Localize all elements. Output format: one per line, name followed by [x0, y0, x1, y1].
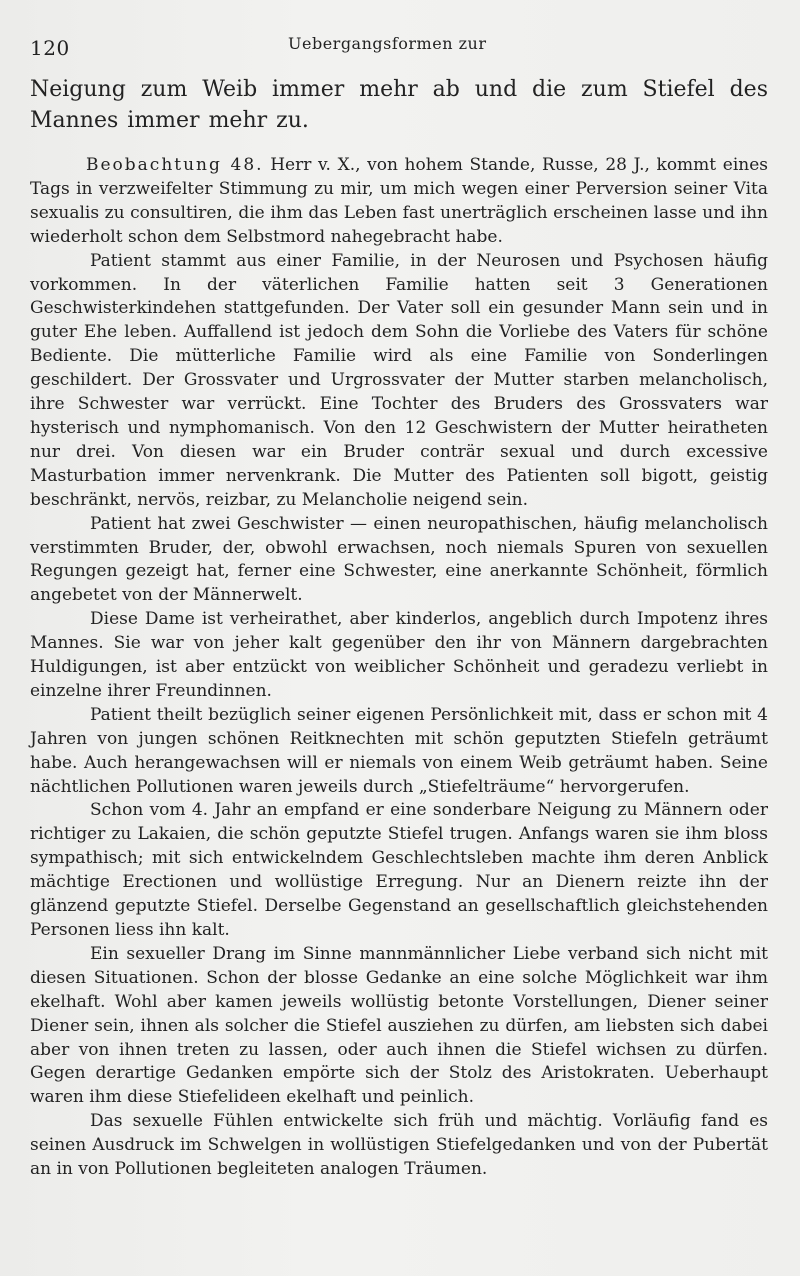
paragraph-sister: Diese Dame ist verheirathet, aber kinderlos, angeblich durch Impotenz ihres Mannes. Sie war von jeher kalt gegenüber den ihr von Männern dargebrachten Huldigungen, ist aber entzückt von weiblicher Schönheit und geradezu verliebt in einzelne ihrer Freundinnen.: [30, 609, 768, 701]
body-text: [30, 74, 768, 1182]
paragraph-siblings: Patient hat zwei Geschwister — einen neuropathischen, häufig melancholisch verstimmten Bruder, der, obwohl erwachsen, noch niemals Spuren von sexuellen Regungen gezeigt hat, ferner eine Schwester, eine anerkannte Schönheit, förmlich angebetet von der Männerwelt.: [30, 513, 768, 606]
paragraph-family-history: Patient stammt aus einer Familie, in der Neurosen und Psychosen häufig vorkommen. In der väterlichen Familie hatten seit 3 Generationen Geschwisterkindehen stattgefunden. Der Vater soll ein gesunder Mann sein und in guter Ehe leben. Auffallend ist jedoch dem Sohn die Vorliebe des Vaters für schöne Bediente. Die mütterliche Familie wird als eine Familie von Sonderlingen geschildert. Der Grossvater und Urgrossvater der Mutter starben melancholisch, ihre Schwester war verrückt. Eine Tochter des Bruders des Grossvaters war hysterisch und nymphomanisch. Von den 12 Geschwistern der Mutter heiratheten nur drei. Von diesen war ein Bruder conträr sexual und durch excessive Masturbation immer nervenkrank. Die Mutter des Patienten soll bigott, geistig beschränkt, nervös, reizbar, zu Melancholie neigend sein.: [30, 250, 768, 510]
observation-intro: Herr v. X., von hohem Stande, Russe, 28 J., kommt eines Tags in verzweifelter Stimmung zu mir, um mich wegen einer Perversion seiner Vita sexualis zu consultiren, die ihm das Leben fast unerträglich erscheinen lasse und ihn wiederholt schon dem Selbstmord nahegebracht habe.: [30, 155, 768, 247]
page-number: 120: [30, 36, 70, 60]
observation-paragraph: [30, 154, 768, 250]
running-head: Uebergangsformen zur: [288, 34, 487, 53]
paragraph-personality: Patient theilt bezüglich seiner eigenen Persönlichkeit mit, dass er schon mit 4 Jahren von jungen schönen Reitknechten mit schön geputzten Stiefeln geträumt habe. Auch herangewachsen will er niemals von einem Weib geträumt haben. Seine nächtlichen Pollutionen waren jeweils durch „Stiefelträume“ hervorgerufen.: [30, 704, 768, 797]
lead-paragraph: Neigung zum Weib immer mehr ab und die zum Stiefel des Mannes immer mehr zu.: [30, 77, 768, 133]
paragraph-drive: Ein sexueller Drang im Sinne mannmännlicher Liebe verband sich nicht mit diesen Situationen. Schon der blosse Gedanke an eine solche Möglichkeit war ihm ekelhaft. Wohl aber kamen jeweils wollüstig betonte Vorstellungen, Diener seiner Diener sein, ihnen als solcher die Stiefel ausziehen zu dürfen, am liebsten sich dabei aber von ihnen treten zu lassen, oder auch ihnen die Stiefel wichsen zu dürfen. Gegen derartige Gedanken empörte sich der Stolz des Aristokraten. Ueberhaupt waren ihm diese Stiefelideen ekelhaft und peinlich.: [30, 943, 768, 1108]
paragraph-sexual-feeling: Das sexuelle Fühlen entwickelte sich früh und mächtig. Vorläufig fand es seinen Ausdruck im Schwelgen in wollüstigen Stiefelgedanken und von der Pubertät an in von Pollutionen begleiteten analogen Träumen.: [30, 1111, 768, 1180]
paragraph-childhood: Schon vom 4. Jahr an empfand er eine sonderbare Neigung zu Männern oder richtiger zu Lakaien, die schön geputzte Stiefel trugen. Anfangs waren sie ihm bloss sympathisch; mit sich entwickelndem Geschlechtsleben machte ihm deren Anblick mächtige Erectionen und wollüstige Erregung. Nur an Dienern reizte ihn der glänzend geputzte Stiefel. Derselbe Gegenstand an gesellschaftlich gleichstehenden Personen liess ihn kalt.: [30, 800, 768, 940]
observation-label: Beobachtung 48.: [86, 155, 264, 175]
page-header: [30, 30, 770, 60]
